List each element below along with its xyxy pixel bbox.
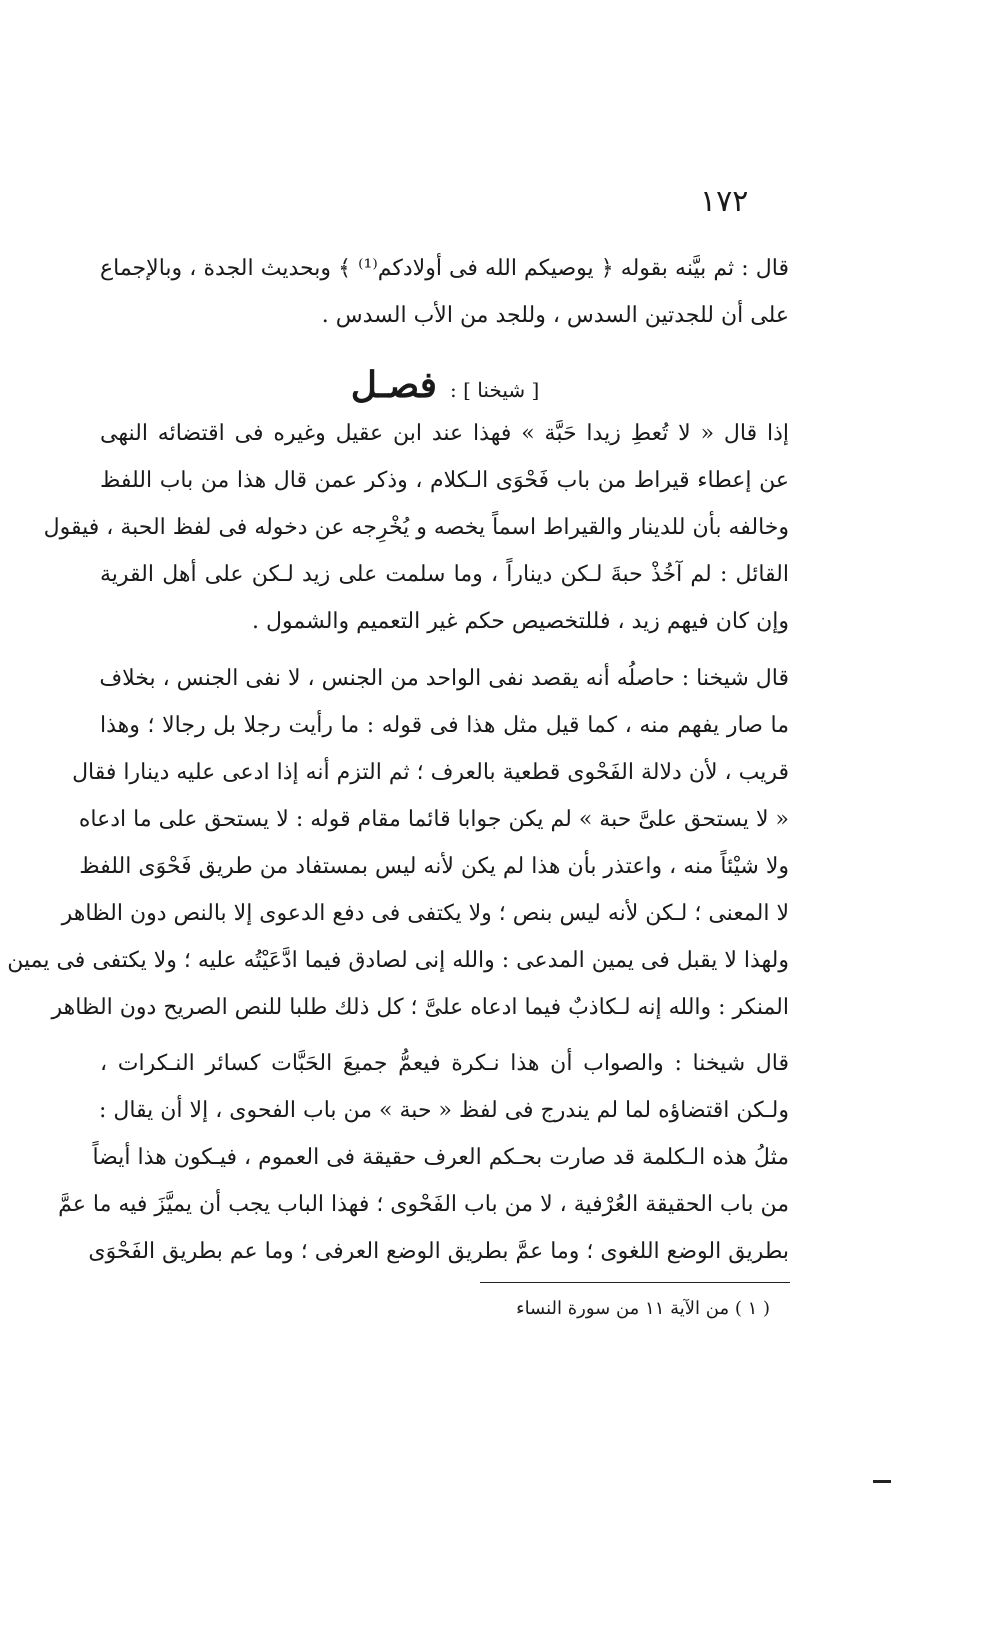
paragraph-4 (58, 1040, 789, 1275)
paragraph-1 (100, 245, 789, 339)
text-line: وخالفه بأن للدينار والقيراط اسماً يخصه و يُخْرِجه عن دخوله فى لفظ الحبة ، فيقول (43, 515, 789, 540)
text-line: قال شيخنا : والصواب أن هذا نـكرة فيعمُّ جميعَ الحَبَّات كسائر النـكرات ، (100, 1051, 789, 1076)
text-line: القائل : لم آخُذْ حبةَ لـكن ديناراً ، وما سلمت على زيد لـكن على أهل القرية (100, 562, 789, 587)
footnote: ( ١ ) من الآية ١١ من سورة النساء (516, 1298, 770, 1319)
text-line: على أن للجدتين السدس ، وللجد من الأب السدس . (321, 303, 789, 328)
text-line: عن إعطاء قيراط من باب فَحْوَى الـكلام ، وذكر عمن قال هذا من باب اللفظ (100, 468, 789, 493)
text-line: مثلُ هذه الـكلمة قد صارت بحـكم العرف حقيقة فى العموم ، فيـكون هذا أيضاً (92, 1145, 789, 1170)
section-heading (320, 364, 570, 406)
text-line: ولا شيْئاً منه ، واعتذر بأن هذا لم يكن لأنه ليس بمستفاد من طريق فَحْوَى اللفظ (79, 854, 789, 879)
text-line: قريب ، لأن دلالة الفَحْوى قطعية بالعرف ؛ ثم التزم أنه إذا ادعى عليه دينارا فقال (72, 760, 789, 785)
text-line: وإن كان فيهم زيد ، فللتخصيص حكم غير التعميم والشمول . (252, 609, 789, 634)
text-line: ولـكن اقتضاؤه لما لم يندرج فى لفظ « حبة » من باب الفحوى ، إلا أن يقال : (98, 1098, 789, 1123)
text-line: ما صار يفهم منه ، كما قيل مثل هذا فى قوله : ما رأيت رجلا بل رجالا ؛ وهذا (100, 713, 789, 738)
text-line: قال : ثم بيَّنه بقوله ﴿ يوصيكم الله فى أولادكم⁽¹⁾ ﴾ وبحديث الجدة ، وبالإجماع (100, 256, 789, 281)
footnote-divider (480, 1282, 790, 1283)
text-line: ولهذا لا يقبل فى يمين المدعى : والله إنى لصادق فيما ادَّعَيْتُه عليه ؛ ولا يكتفى فى يمين (7, 948, 789, 973)
text-line: من باب الحقيقة العُرْفية ، لا من باب الفَحْوى ؛ فهذا الباب يجب أن يميَّزَ فيه ما عمَّ (58, 1192, 789, 1217)
text-line: بطريق الوضع اللغوى ؛ وما عمَّ بطريق الوضع العرفى ؛ وما عم بطريق الفَحْوَى (88, 1239, 789, 1264)
paragraph-3 (7, 655, 789, 1031)
scan-mark (873, 1480, 891, 1483)
text-line: لا المعنى ؛ لـكن لأنه ليس بنص ؛ ولا يكتفى فى دفع الدعوى إلا بالنص دون الظاهر (61, 901, 789, 926)
heading-attribution: [ شيخنا ] : (450, 378, 540, 402)
text-line: « لا يستحق علىَّ حبة » لم يكن جوابا قائما مقام قوله : لا يستحق على ما ادعاه (78, 807, 789, 832)
text-line: إذا قال « لا تُعطِ زيدا حَبَّة » فهذا عند ابن عقيل وغيره فى اقتضائه النهى (100, 421, 789, 446)
text-line: المنكر : والله إنه لـكاذبٌ فيما ادعاه علىَّ ؛ كل ذلك طلبا للنص الصريح دون الظاهر (51, 995, 789, 1020)
page-number: ١٧٢ (700, 184, 749, 219)
heading-title: فصـل (350, 364, 437, 406)
text-line: قال شيخنا : حاصلُه أنه يقصد نفى الواحد من الجنس ، لا نفى الجنس ، بخلاف (99, 666, 789, 691)
paragraph-2 (43, 410, 789, 645)
